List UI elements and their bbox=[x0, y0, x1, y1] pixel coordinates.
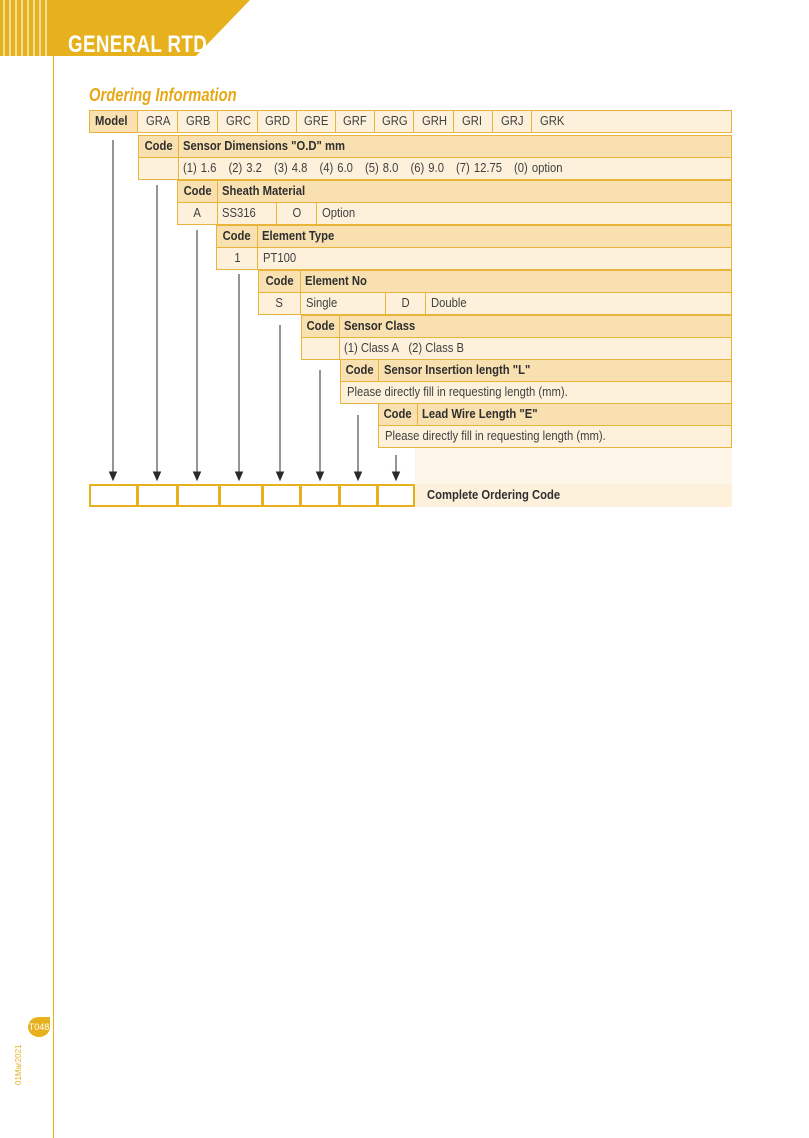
sensor-class-code-label: Code bbox=[301, 315, 340, 338]
model-label: Model bbox=[89, 110, 138, 133]
order-code-box-7[interactable] bbox=[339, 484, 378, 507]
sensor-class-title: Sensor Class bbox=[339, 315, 732, 338]
model-grd: GRD bbox=[257, 110, 297, 133]
order-code-box-3[interactable] bbox=[177, 484, 220, 507]
model-grh: GRH bbox=[413, 110, 454, 133]
insertion-code-label: Code bbox=[340, 359, 379, 382]
order-code-box-4[interactable] bbox=[219, 484, 263, 507]
dimensions-options: (1) 1.6 (2) 3.2 (3) 4.8 (4) 6.0 (5) 8.0 (6) 9.0 (7) 12.75 (0) option bbox=[178, 157, 732, 180]
model-gre: GRE bbox=[296, 110, 336, 133]
lead-wire-note: Please directly fill in requesting length (mm). bbox=[378, 425, 732, 448]
revision-date: 01Mar2021 bbox=[14, 1044, 23, 1085]
insertion-note: Please directly fill in requesting length (mm). bbox=[340, 381, 732, 404]
element-no-code-d: D bbox=[385, 292, 426, 315]
element-no-title: Element No bbox=[300, 270, 732, 293]
order-code-box-8[interactable] bbox=[377, 484, 415, 507]
sheath-value-option: Option bbox=[316, 202, 732, 225]
lead-wire-title: Lead Wire Length "E" bbox=[417, 403, 732, 426]
lead-wire-code-label: Code bbox=[378, 403, 418, 426]
sensor-class-options: (1) Class A (2) Class B bbox=[339, 337, 732, 360]
model-grf: GRF bbox=[335, 110, 375, 133]
page-title: GENERAL RTD bbox=[68, 31, 208, 58]
dimensions-title: Sensor Dimensions "O.D" mm bbox=[178, 135, 732, 158]
model-grc: GRC bbox=[217, 110, 258, 133]
insertion-title: Sensor Insertion length "L" bbox=[378, 359, 732, 382]
order-code-box-2[interactable] bbox=[137, 484, 178, 507]
page-number-badge: T048 bbox=[28, 1017, 50, 1037]
model-gra: GRA bbox=[137, 110, 178, 133]
dimensions-code-label: Code bbox=[138, 135, 179, 158]
sheath-code-a: A bbox=[177, 202, 218, 225]
sheath-code-o: O bbox=[276, 202, 317, 225]
element-no-code-label: Code bbox=[258, 270, 301, 293]
model-grj: GRJ bbox=[492, 110, 532, 133]
model-grg: GRG bbox=[374, 110, 414, 133]
sheath-code-label: Code bbox=[177, 180, 218, 203]
selection-arrows bbox=[0, 0, 809, 500]
order-code-box-6[interactable] bbox=[300, 484, 340, 507]
element-type-code-label: Code bbox=[216, 225, 258, 248]
element-no-code-s: S bbox=[258, 292, 301, 315]
element-type-code-1: 1 bbox=[216, 247, 258, 270]
order-code-box-1[interactable] bbox=[89, 484, 138, 507]
model-grk: GRK bbox=[531, 110, 732, 133]
sheath-value-ss316: SS316 bbox=[217, 202, 277, 225]
element-no-value-single: Single bbox=[300, 292, 386, 315]
complete-ordering-code-label: Complete Ordering Code bbox=[415, 484, 732, 507]
order-code-box-5[interactable] bbox=[262, 484, 301, 507]
section-title: Ordering Information bbox=[89, 85, 237, 105]
sheath-title: Sheath Material bbox=[217, 180, 732, 203]
model-grb: GRB bbox=[177, 110, 218, 133]
element-type-value-pt100: PT100 bbox=[257, 247, 732, 270]
element-type-title: Element Type bbox=[257, 225, 732, 248]
element-no-value-double: Double bbox=[425, 292, 732, 315]
model-gri: GRI bbox=[453, 110, 493, 133]
